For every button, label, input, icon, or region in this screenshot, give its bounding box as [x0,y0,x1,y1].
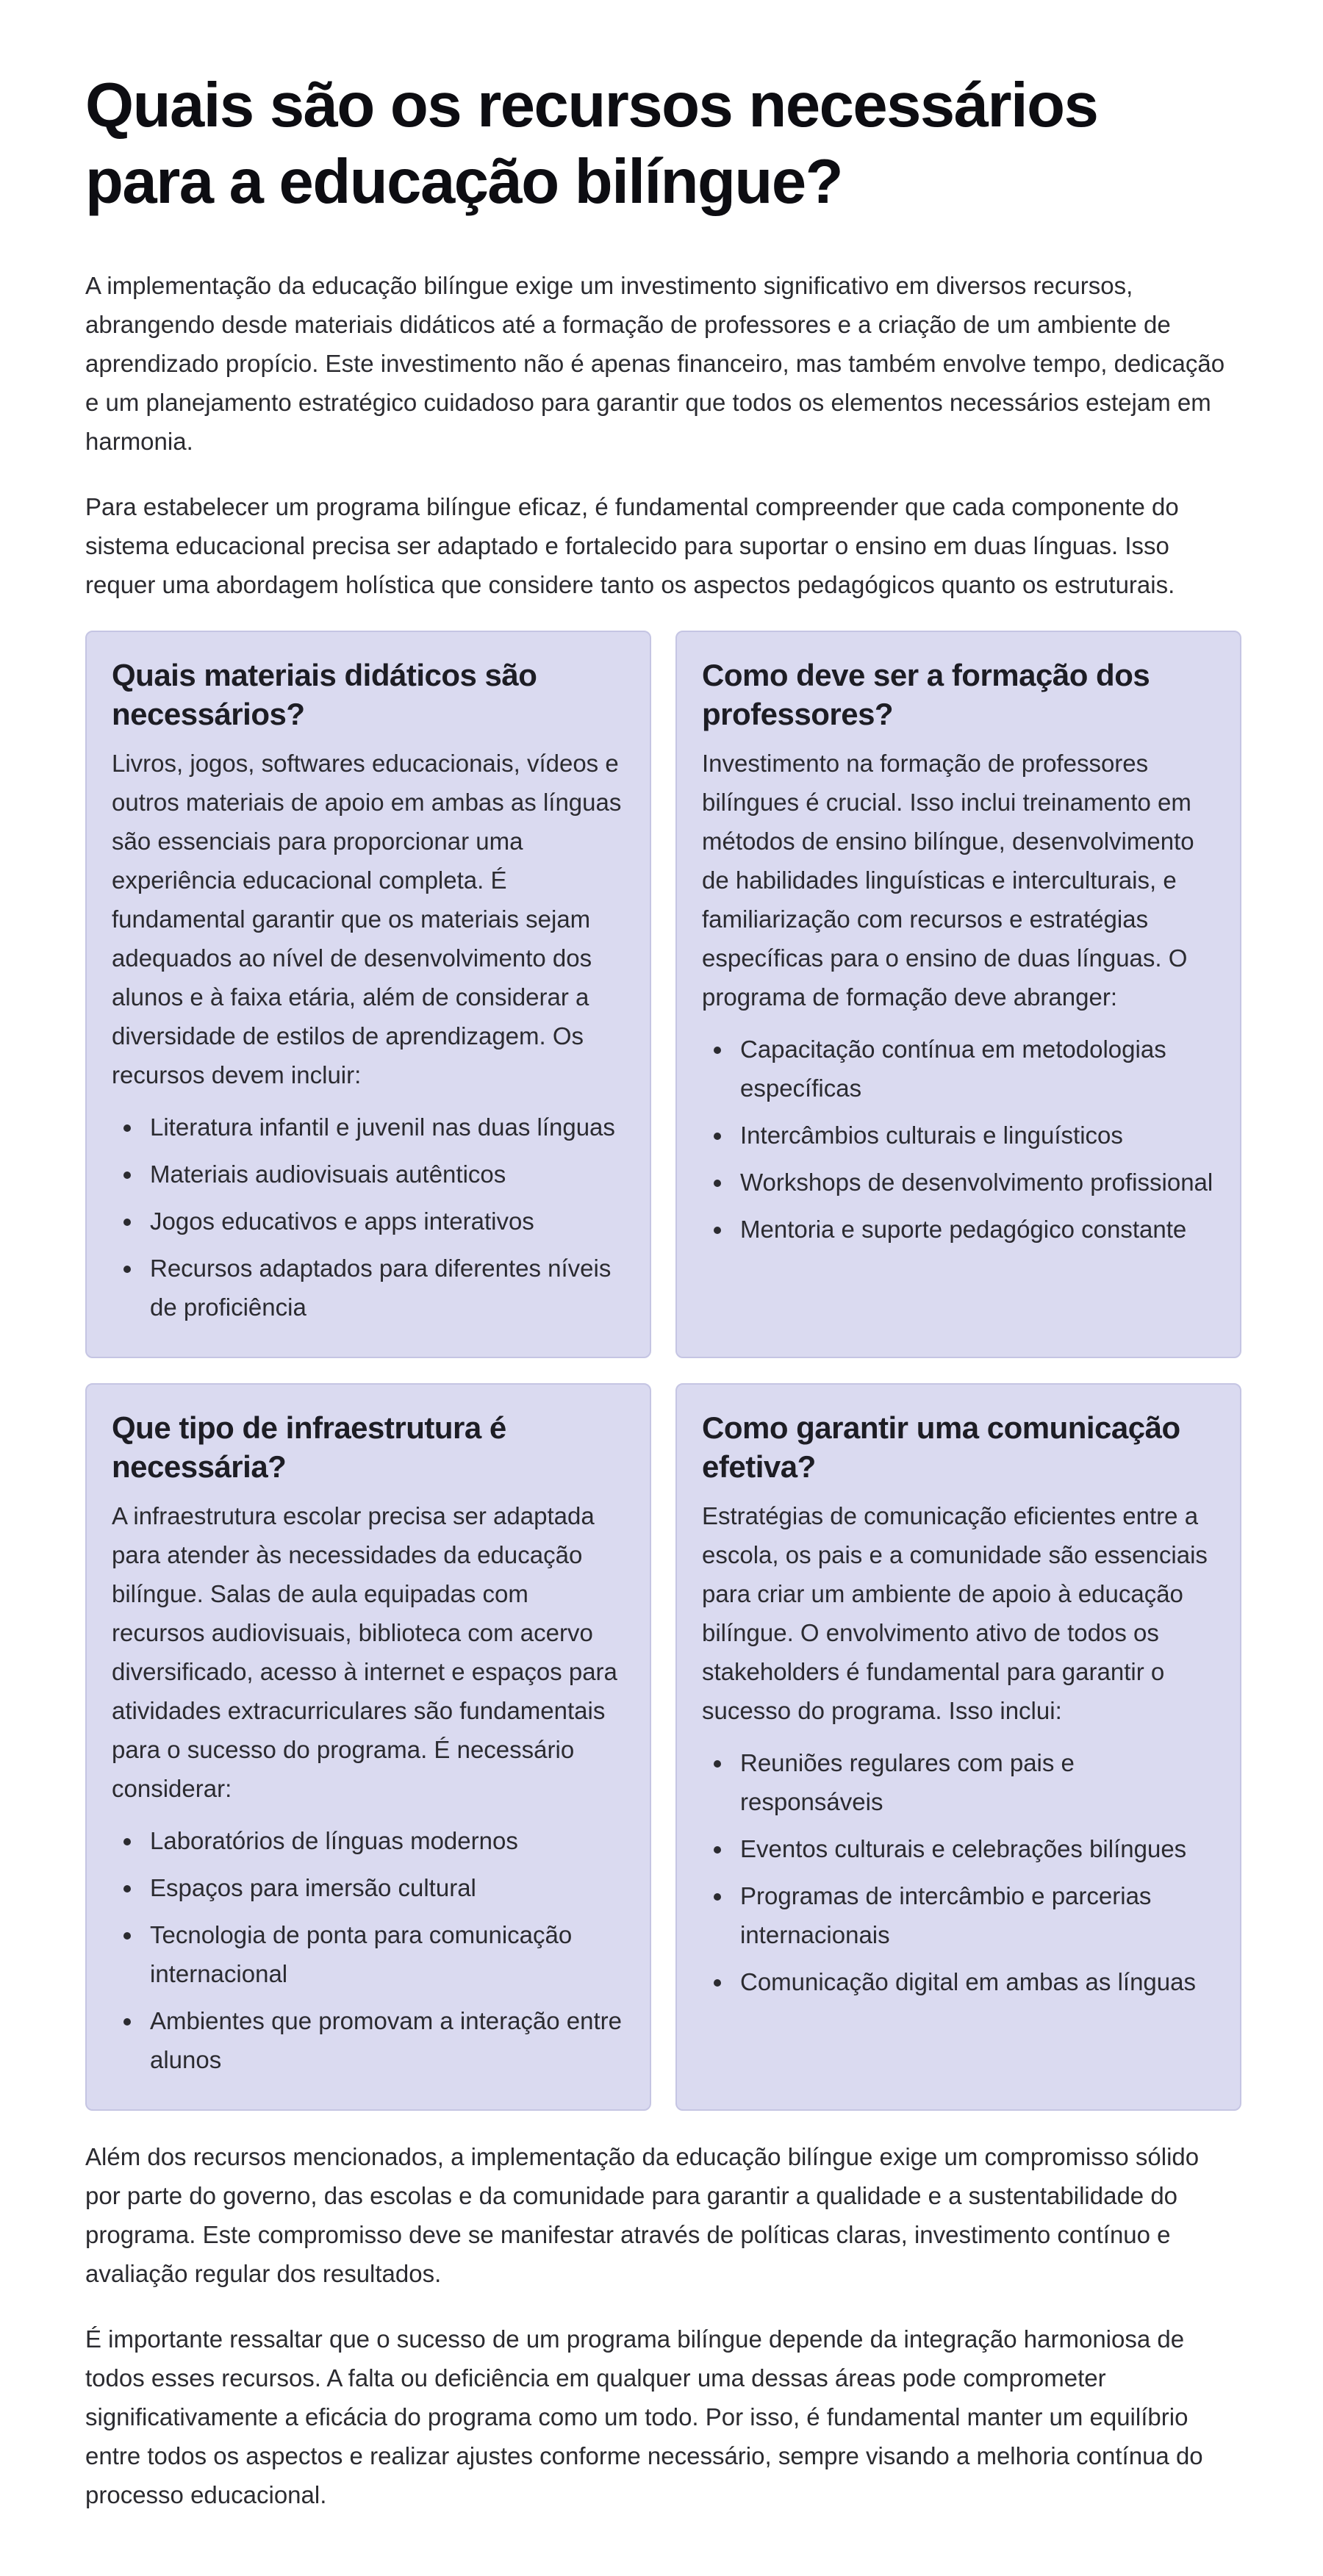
card-list [112,1108,625,1327]
list-item: Mentoria e suporte pedagógico constante [740,1210,1215,1249]
page-title: Quais são os recursos necessários para a educação bilíngue? [85,71,1098,217]
card-teacher-training [675,631,1241,1358]
card-heading: Que tipo de infraestrutura é necessária? [112,1410,506,1484]
list-item: Eventos culturais e celebrações bilíngues [740,1829,1215,1868]
intro-section [85,266,1238,604]
card-list [702,1743,1215,2001]
list-item: Recursos adaptados para diferentes níveis de proficiência [150,1249,625,1327]
list-item: Comunicação digital em ambas as línguas [740,1962,1215,2001]
intro-paragraph-1: A implementação da educação bilíngue exige um investimento significativo em diversos recursos, abrangendo desde materiais didáticos até a formação de professores e a criação de um ambiente de aprendizado propício. Este investimento não é apenas financeiro, mas também envolve tempo, dedicação e um planejamento estratégico cuidadoso para garantir que todos os elementos necessários estejam em harmonia. [85,272,1225,455]
list-item: Espaços para imersão cultural [150,1868,625,1907]
list-item: Materiais audiovisuais autênticos [150,1155,625,1194]
list-item: Ambientes que promovam a interação entre alunos [150,2001,625,2079]
card-body: Livros, jogos, softwares educacionais, vídeos e outros materiais de apoio em ambas as línguas são essenciais para proporcionar uma experiência educacional completa. É fundamental garantir que os materiais sejam adequados ao nível de desenvolvimento dos alunos e à faixa etária, além de considerar a diversidade de estilos de aprendizagem. Os recursos devem incluir: [112,750,622,1088]
intro-paragraph-2: Para estabelecer um programa bilíngue eficaz, é fundamental compreender que cada componente do sistema educacional precisa ser adaptado e fortalecido para suportar o ensino em duas línguas. Isso requer uma abordagem holística que considere tanto os aspectos pedagógicos quanto os estruturais. [85,493,1179,598]
list-item: Laboratórios de línguas modernos [150,1821,625,1860]
card-body: Investimento na formação de professores bilíngues é crucial. Isso inclui treinamento em métodos de ensino bilíngue, desenvolvimento de habilidades linguísticas e interculturais, e familiarização com recursos e estratégias específicas para o ensino de duas línguas. O programa de formação deve abranger: [702,750,1194,1011]
list-item: Intercâmbios culturais e linguísticos [740,1116,1215,1155]
conclusion-paragraph-1: Além dos recursos mencionados, a implementação da educação bilíngue exige um compromisso sólido por parte do governo, das escolas e da comunidade para garantir a qualidade e a sustentabilidade do programa. Este compromisso deve se manifestar através de políticas claras, investimento contínuo e avaliação regular dos resultados. [85,2143,1200,2287]
card-body: A infraestrutura escolar precisa ser adaptada para atender às necessidades da educação bilíngue. Salas de aula equipadas com recursos audiovisuais, biblioteca com acervo diversificado, acesso à internet e espaços para atividades extracurriculares são fundamentais para o sucesso do programa. É necessário considerar: [112,1502,617,1802]
list-item: Capacitação contínua em metodologias específicas [740,1030,1215,1108]
card-didactic-materials [85,631,651,1358]
list-item: Tecnologia de ponta para comunicação internacional [150,1915,625,1993]
list-item: Workshops de desenvolvimento profissional [740,1163,1215,1202]
resource-cards-grid [85,631,1238,2111]
card-heading: Como deve ser a formação dos professores? [702,658,1150,731]
card-body: Estratégias de comunicação eficientes entre a escola, os pais e a comunidade são essenciais para criar um ambiente de apoio à educação bilíngue. O envolvimento ativo de todos os stakeholders é fundamental para garantir o sucesso do programa. Isso inclui: [702,1502,1208,1724]
conclusion-paragraph-2: É importante ressaltar que o sucesso de um programa bilíngue depende da integração harmoniosa de todos esses recursos. A falta ou deficiência em qualquer uma dessas áreas pode comprometer significativamente a eficácia do programa como um todo. Por isso, é fundamental manter um equilíbrio entre todos os aspectos e realizar ajustes conforme necessário, sempre visando a melhoria contínua do processo educacional. [85,2325,1203,2508]
list-item: Reuniões regulares com pais e responsáveis [740,1743,1215,1821]
card-heading: Como garantir uma comunicação efetiva? [702,1410,1180,1484]
card-infrastructure [85,1383,651,2111]
conclusion-section [85,2137,1238,2514]
list-item: Programas de intercâmbio e parcerias internacionais [740,1876,1215,1954]
list-item: Jogos educativos e apps interativos [150,1202,625,1241]
card-heading: Quais materiais didáticos são necessários? [112,658,537,731]
card-communication [675,1383,1241,2111]
card-list [702,1030,1215,1249]
list-item: Literatura infantil e juvenil nas duas línguas [150,1108,625,1147]
card-list [112,1821,625,2079]
